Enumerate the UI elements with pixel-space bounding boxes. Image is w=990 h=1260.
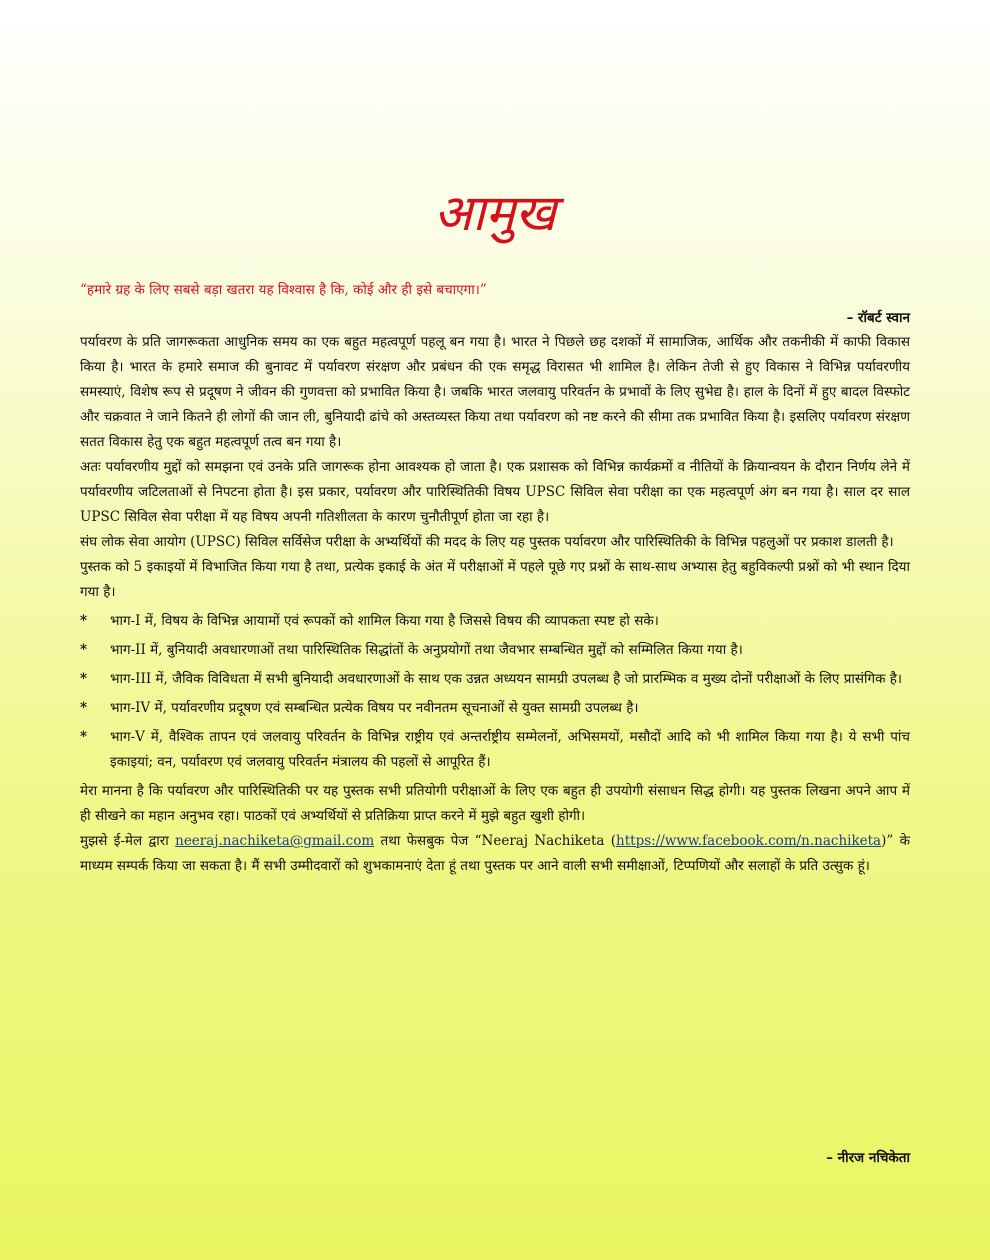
bullet-star-icon: * bbox=[80, 729, 88, 745]
bullet-star-icon: * bbox=[80, 613, 88, 629]
list-item bbox=[80, 725, 910, 775]
bullet-star-icon: * bbox=[80, 671, 88, 687]
paragraph-5: मेरा मानना है कि पर्यावरण और पारिस्थितिकी पर यह पुस्तक सभी प्रतियोगी परीक्षाओं के लिए एक बहुत ही उपयोगी संसाधन सिद्ध होगी। यह पुस्तक लिखना अपने आप में ही सीखने का महान अनुभव रहा। पाठकों एवं अभ्यर्थियों से प्रतिक्रिया प्राप्त करने में मुझे बहुत खुशी होगी। bbox=[80, 783, 910, 824]
list-item bbox=[80, 638, 910, 663]
paragraph-1: पर्यावरण के प्रति जागरूकता आधुनिक समय का एक बहुत महत्वपूर्ण पहलू बन गया है। भारत ने पिछले छह दशकों में सामाजिक, आर्थिक और तकनीकी में काफी विकास किया है। भारत के हमारे समाज की बुनावट में पर्यावरण संरक्षण और प्रबंधन की एक समृद्ध विरासत भी शामिल है। लेकिन तेजी से हुए विकास ने विभिन्न पर्यावरणीय समस्याएं, विशेष रूप से प्रदूषण ने जीवन की गुणवत्ता को प्रभावित किया है। जबकि भारत जलवायु परिवर्तन के प्रभावों के लिए सुभेद्य है। हाल के दिनों में हुए बादल विस्फोट और चक्रवात ने जाने कितने ही लोगों की जान ली, बुनियादी ढांचे को अस्तव्यस्त किया तथा पर्यावरण को नष्ट करने की सीमा तक प्रभावित किया है। इसलिए पर्यावरण संरक्षण सतत विकास हेतु एक बहुत महत्वपूर्ण तत्व बन गया है। bbox=[80, 334, 910, 450]
email-link[interactable]: neeraj.nachiketa@gmail.com bbox=[175, 833, 375, 849]
paragraph-3: संघ लोक सेवा आयोग (UPSC) सिविल सर्विसेज परीक्षा के अभ्यर्थियों की मदद के लिए यह पुस्तक पर्यावरण और पारिस्थितिकी के विभिन्न पहलुओं पर प्रकाश डालती है। bbox=[80, 534, 894, 550]
bullet-star-icon: * bbox=[80, 642, 88, 658]
list-item bbox=[80, 609, 910, 634]
list-item-text: भाग-I में, विषय के विभिन्न आयामों एवं रूपकों को शामिल किया गया है जिससे विषय की व्यापकता स्पष्ट हो सके। bbox=[110, 613, 659, 629]
unit-list bbox=[80, 609, 910, 775]
contact-prefix: मुझसे ई-मेल द्वारा bbox=[80, 833, 176, 849]
epigraph-author: – रॉबर्ट स्वान bbox=[846, 310, 910, 326]
list-item-text: भाग-II में, बुनियादी अवधारणाओं तथा पारिस्थितिक सिद्धांतों के अनुप्रयोगों तथा जैवभार सम्बन्धित मुद्दों को सम्मिलित किया गया है। bbox=[110, 642, 743, 658]
list-item bbox=[80, 696, 910, 721]
paragraph-4: पुस्तक को 5 इकाइयों में विभाजित किया गया है तथा, प्रत्येक इकाई के अंत में परीक्षाओं में पहले पूछे गए प्रश्नों के साथ-साथ अभ्यास हेतु बहुविकल्पी प्रश्नों को भी स्थान दिया गया है। bbox=[80, 559, 910, 600]
list-item-text: भाग-III में, जैविक विविधता में सभी बुनियादी अवधारणाओं के साथ एक उन्नत अध्ययन सामग्री उपलब्ध है जो प्रारम्भिक व मुख्य दोनों परीक्षाओं के लिए प्रासंगिक है। bbox=[110, 671, 903, 687]
preface-body bbox=[80, 330, 910, 879]
page-title: आमुख bbox=[434, 184, 556, 242]
contact-paragraph bbox=[80, 829, 910, 879]
list-item-text: भाग-IV में, पर्यावरणीय प्रदूषण एवं सम्बन्धित प्रत्येक विषय पर नवीनतम सूचनाओं से युक्त सामग्री उपलब्ध है। bbox=[110, 700, 639, 716]
list-item bbox=[80, 667, 910, 692]
author-signature: – नीरज नचिकेता bbox=[826, 1150, 910, 1166]
epigraph-quote: “हमारे ग्रह के लिए सबसे बड़ा खतरा यह विश्वास है कि, कोई और ही इसे बचाएगा।” bbox=[80, 282, 487, 298]
list-item-text: भाग-V में, वैश्विक तापन एवं जलवायु परिवर्तन के विभिन्न राष्ट्रीय एवं अन्तर्राष्ट्रीय सम्मेलनों, अभिसमयों, मसौदों आदि को भी शामिल किया गया है। ये सभी पांच इकाइयां; वन, पर्यावरण एवं जलवायु परिवर्तन मंत्रालय की पहलों से आपूरित हैं। bbox=[110, 729, 910, 770]
bullet-star-icon: * bbox=[80, 700, 88, 716]
facebook-link[interactable]: https://www.facebook.com/n.nachiketa bbox=[616, 833, 882, 849]
paragraph-2: अतः पर्यावरणीय मुद्दों को समझना एवं उनके प्रति जागरूक होना आवश्यक हो जाता है। एक प्रशासक को विभिन्न कार्यक्रमों व नीतियों के क्रियान्वयन के दौरान निर्णय लेने में पर्यावरणीय जटिलताओं से निपटना होता है। इस प्रकार, पर्यावरण और पारिस्थितिकी विषय UPSC सिविल सेवा परीक्षा का एक महत्वपूर्ण अंग बन गया है। साल दर साल UPSC सिविल सेवा परीक्षा में यह विषय अपनी गतिशीलता के कारण चुनौतीपूर्ण होता जा रहा है। bbox=[80, 459, 910, 525]
contact-middle: तथा फेसबुक पेज “Neeraj Nachiketa ( bbox=[374, 833, 617, 849]
contact-suffix: )” के माध्यम सम्पर्क किया जा सकता है। मैं सभी उम्मीदवारों को शुभकामनाएं देता हूं तथा पुस्तक पर आने वाली सभी समीक्षाओं, टिप्पणियों और सलाहों के प्रति उत्सुक हूं। bbox=[80, 833, 911, 874]
